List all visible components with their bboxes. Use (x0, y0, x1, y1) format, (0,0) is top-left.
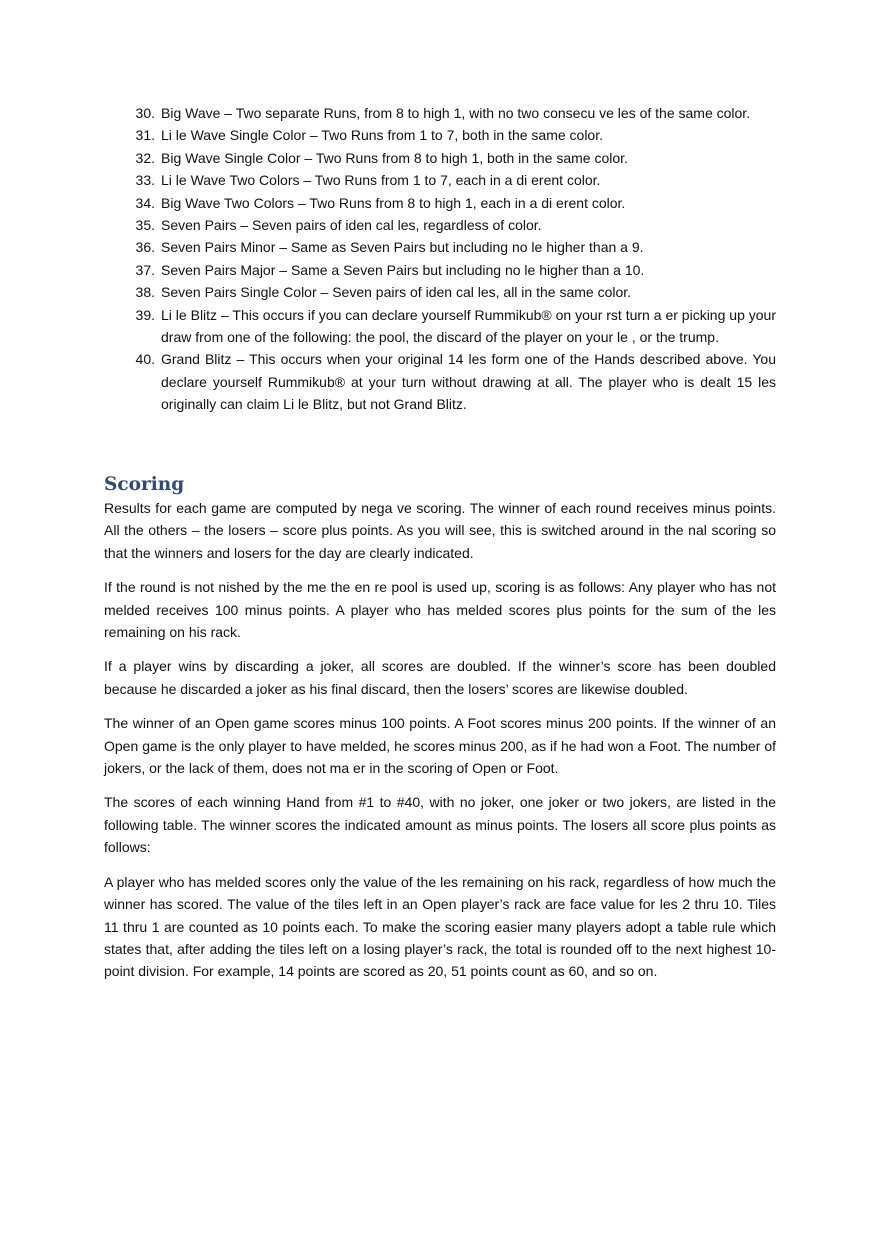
list-item (104, 169, 776, 191)
list-item-text: Big Wave Two Colors – Two Runs from 8 to high 1, each in a di erent color. (161, 194, 626, 211)
list-item-number: 37. (135, 261, 155, 278)
scoring-section (104, 497, 776, 995)
section-heading-scoring: Scoring (104, 474, 185, 495)
list-item-text: Seven Pairs – Seven pairs of iden cal les, regardless of color. (161, 217, 542, 234)
list-item-number: 39. (135, 306, 155, 323)
list-item-text: Li le Wave Two Colors – Two Runs from 1 to 7, each in a di erent color. (161, 172, 601, 189)
list-item (104, 147, 776, 169)
list-item-text: Li le Blitz – This occurs if you can declare yourself Rummikub® on your rst turn a er picking up your draw from one of the following: the pool, the discard of the player on your le , or the trump. (161, 306, 776, 346)
paragraph: The winner of an Open game scores minus 100 points. A Foot scores minus 200 points. If the winner of an Open game is the only player to have melded, he scores minus 200, as if he had won a Foot. The number of jokers, or the lack of them, does not ma er in the scoring of Open or Foot. (104, 715, 776, 777)
hands-list (104, 102, 776, 416)
list-item-number: 40. (135, 351, 155, 368)
paragraph: Results for each game are computed by nega ve scoring. The winner of each round receives minus points. All the others – the losers – score plus points. As you will see, this is switched around in the nal scoring so that the winners and losers for the day are clearly indicated. (104, 500, 776, 561)
list-item-number: 33. (135, 172, 155, 189)
list-item (104, 102, 776, 124)
paragraph: The scores of each winning Hand from #1 to #40, with no joker, one joker or two jokers, are listed in the following table. The winner scores the indicated amount as minus points. The losers all score plus points as follows: (104, 794, 776, 856)
list-item-text: Seven Pairs Single Color – Seven pairs of iden cal les, all in the same color. (161, 284, 632, 301)
list-item (104, 192, 776, 214)
paragraph: If the round is not nished by the me the en re pool is used up, scoring is as follows: Any player who has not melded receives 100 minus points. A player who has melded scores plus points for the sum of the les remaining on his rack. (104, 579, 776, 641)
list-item (104, 281, 776, 303)
list-item-text: Big Wave – Two separate Runs, from 8 to high 1, with no two consecu ve les of the same color. (161, 105, 751, 121)
list-item (104, 348, 776, 415)
list-item-number: 35. (135, 217, 155, 234)
list-item (104, 236, 776, 258)
list-item-text: Grand Blitz – This occurs when your original 14 les form one of the Hands described above. You declare yourself Rummikub® at your turn without drawing at all. The player who is dealt 15 les originally can claim Li le Blitz, but not Grand Blitz. (161, 351, 776, 413)
paragraph: A player who has melded scores only the value of the les remaining on his rack, regardless of how much the winner has scored. The value of the tiles left in an Open player’s rack are face value for les 2 thru 10. Tiles 11 thru 1 are counted as 10 points each. To make the scoring easier many players adopt a table rule which states that, after adding the tiles left on a losing player’s rack, the total is rounded off to the next highest 10-point division. For example, 14 points are scored as 20, 51 points count as 60, and so on. (104, 873, 776, 980)
list-item-number: 38. (135, 284, 155, 301)
list-item-text: Li le Wave Single Color – Two Runs from 1 to 7, both in the same color. (161, 127, 603, 144)
list-item (104, 304, 776, 349)
list-item-number: 31. (135, 127, 155, 144)
list-item-number: 32. (135, 149, 155, 166)
list-item-number: 34. (135, 194, 155, 211)
list-item-text: Seven Pairs Minor – Same as Seven Pairs but including no le higher than a 9. (161, 239, 644, 256)
list-item (104, 259, 776, 281)
list-item-number: 30. (135, 105, 155, 121)
list-item-number: 36. (135, 239, 155, 256)
list-item (104, 124, 776, 146)
list-item-text: Big Wave Single Color – Two Runs from 8 to high 1, both in the same color. (161, 149, 628, 166)
paragraph: If a player wins by discarding a joker, all scores are doubled. If the winner’s score has been doubled because he discarded a joker as his final discard, then the losers’ scores are likewise doubled. (104, 658, 776, 697)
list-item-text: Seven Pairs Major – Same a Seven Pairs but including no le higher than a 10. (161, 261, 645, 278)
list-item (104, 214, 776, 236)
